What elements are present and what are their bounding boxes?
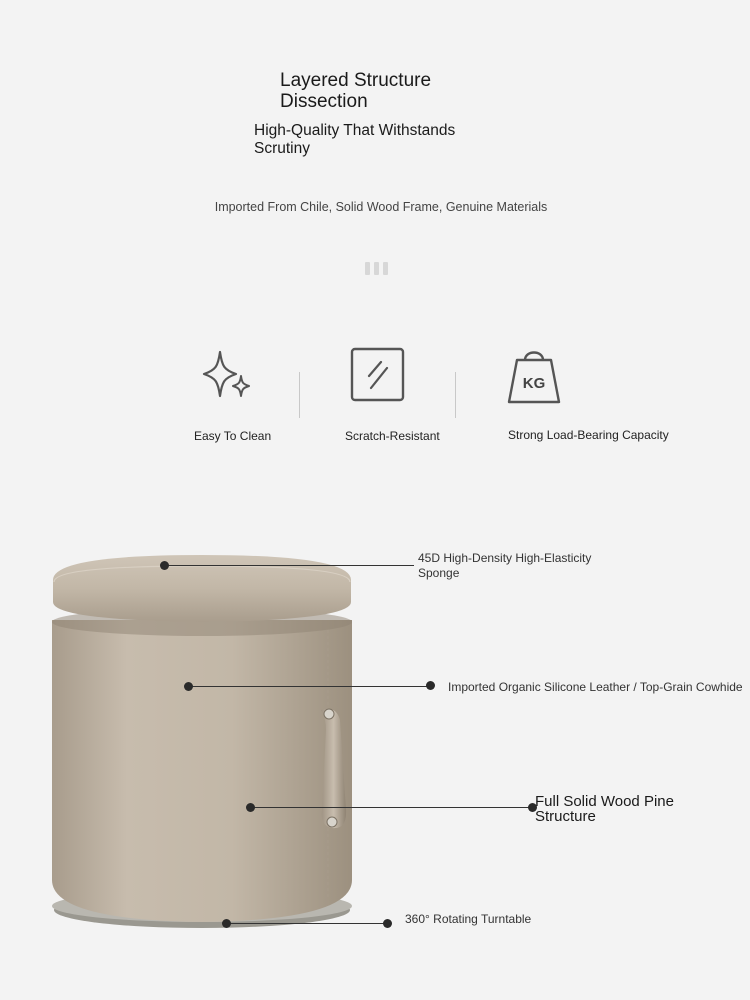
section-subtitle: High-Quality That Withstands Scrutiny xyxy=(254,122,456,157)
feature-divider xyxy=(299,372,300,418)
callout-line xyxy=(250,807,533,808)
kg-text: KG xyxy=(522,375,546,392)
feature-label: Scratch-Resistant xyxy=(345,429,440,443)
callout-leather: Imported Organic Silicone Leather / Top-Grain Cowhide xyxy=(448,680,743,694)
kg-weight-icon xyxy=(505,346,563,406)
origin-text: Imported From Chile, Solid Wood Frame, Genuine Materials xyxy=(214,200,548,214)
feature-scratch-resistant xyxy=(345,346,440,443)
stool-product-image xyxy=(40,540,380,940)
callout-dot xyxy=(383,919,392,928)
callout-dot xyxy=(222,919,231,928)
callout-dot xyxy=(246,803,255,812)
indicator-bar xyxy=(374,262,379,275)
feature-divider xyxy=(455,372,456,418)
callout-line xyxy=(189,686,431,687)
feature-label: Strong Load-Bearing Capacity xyxy=(508,428,669,442)
callout-dot xyxy=(160,561,169,570)
callout-sponge: 45D High-Density High-Elasticity Sponge xyxy=(418,551,592,580)
callout-line xyxy=(164,565,414,566)
callout-dot xyxy=(184,682,193,691)
feature-easy-to-clean xyxy=(194,346,272,443)
callout-wood: Full Solid Wood Pine Structure xyxy=(535,793,674,825)
indicator-bar xyxy=(365,262,370,275)
indicator-bar xyxy=(383,262,388,275)
sparkle-icon xyxy=(198,346,254,408)
callout-line xyxy=(226,923,388,924)
feature-load-bearing xyxy=(504,346,669,442)
feature-label: Easy To Clean xyxy=(194,429,272,443)
callout-turntable: 360° Rotating Turntable xyxy=(405,912,532,926)
scratch-square-icon xyxy=(349,346,407,404)
scroll-indicator xyxy=(365,262,388,275)
callout-dot xyxy=(426,681,435,690)
section-title: Layered Structure Dissection xyxy=(280,70,432,112)
